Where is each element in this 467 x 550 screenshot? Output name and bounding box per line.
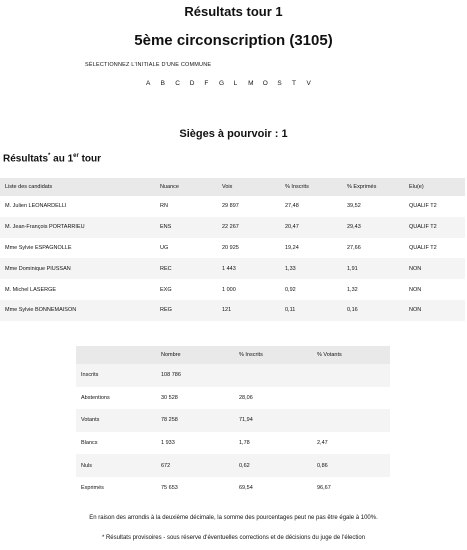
- provisional-footnote: * Résultats provisoires - sous réserve d'éventuelles corrections et de décisions du juge de l'élection: [101, 535, 366, 541]
- table-cell: 27,48: [285, 203, 299, 210]
- table-cell: M. Michel LASERGE: [5, 286, 57, 293]
- candidate-row: [0, 196, 465, 217]
- column-header: Nombre: [156, 346, 234, 364]
- letter-link-g[interactable]: G: [218, 80, 225, 87]
- table-cell: [312, 364, 390, 387]
- letter-link-b[interactable]: B: [160, 80, 165, 87]
- table-cell: 1 933: [161, 440, 175, 447]
- table-cell: 672: [156, 454, 234, 477]
- letter-link-d[interactable]: D: [189, 80, 195, 87]
- table-cell: NON: [409, 286, 422, 293]
- table-cell: NON: [404, 258, 465, 279]
- table-cell: 1,78: [239, 440, 250, 447]
- letter-link-v[interactable]: V: [306, 80, 311, 87]
- table-cell: 20 925: [222, 244, 239, 251]
- table-cell: 75 653: [161, 485, 178, 492]
- table-cell: 29,43: [342, 217, 404, 238]
- table-cell: ENS: [155, 217, 217, 238]
- table-cell: QUALIF T2: [409, 203, 437, 210]
- column-header: [76, 346, 156, 364]
- table-cell: Nuls: [76, 454, 156, 477]
- table-cell: 1,33: [280, 258, 342, 279]
- candidate-row: [0, 238, 465, 259]
- page-title: Résultats tour 1: [184, 4, 283, 19]
- table-cell: QUALIF T2: [404, 217, 465, 238]
- column-header: Voix: [217, 178, 280, 196]
- column-header: % Exprimés: [342, 178, 404, 196]
- participation-header-row: [76, 346, 390, 364]
- rounding-note: En raison des arrondis à la deuxième décimale, la somme des pourcentages peut ne pas être égale à 100%.: [89, 515, 378, 521]
- letter-link-l[interactable]: L: [233, 80, 238, 87]
- table-cell: UG: [160, 244, 169, 251]
- letter-link-c[interactable]: C: [175, 80, 180, 87]
- table-cell: 1 443: [217, 258, 280, 279]
- participation-row: [76, 387, 390, 410]
- table-cell: 39,52: [347, 203, 361, 210]
- table-cell: 30 528: [161, 394, 178, 401]
- seats-title: Sièges à pourvoir : 1: [179, 128, 288, 140]
- participation-row: [76, 454, 390, 477]
- table-cell: 27,66: [347, 244, 361, 251]
- table-cell: 19,24: [285, 244, 299, 251]
- candidate-row: [0, 217, 465, 238]
- table-cell: 22 267: [217, 217, 280, 238]
- table-cell: 1 000: [222, 286, 236, 293]
- table-cell: M. Jean-François PORTARRIEU: [0, 217, 155, 238]
- table-cell: 1,32: [347, 286, 358, 293]
- table-cell: 0,92: [285, 286, 296, 293]
- column-header: Nuance: [155, 178, 217, 196]
- letter-link-a[interactable]: A: [146, 80, 151, 87]
- table-cell: [234, 364, 312, 387]
- table-cell: 108 786: [156, 364, 234, 387]
- table-cell: 0,62: [234, 454, 312, 477]
- table-cell: 78 258: [156, 409, 234, 432]
- table-cell: Mme Dominique PIUSSAN: [0, 258, 155, 279]
- table-cell: RN: [160, 203, 168, 210]
- table-cell: Exprimés: [81, 485, 104, 492]
- table-cell: 28,06: [239, 394, 253, 401]
- column-header: % Inscrits: [280, 178, 342, 196]
- table-cell: 121: [217, 300, 280, 321]
- table-cell: 0,86: [312, 454, 390, 477]
- table-cell: Inscrits: [76, 364, 156, 387]
- column-header: % Inscrits: [234, 346, 312, 364]
- candidates-header-row: [0, 178, 465, 196]
- participation-row: [76, 477, 390, 500]
- table-cell: 71,94: [234, 409, 312, 432]
- circonscription-title: 5ème circonscription (3105): [134, 32, 333, 49]
- column-header: Liste des candidats: [0, 178, 155, 196]
- letter-link-f[interactable]: F: [204, 80, 209, 87]
- candidates-table: [0, 178, 465, 321]
- table-cell: 20,47: [280, 217, 342, 238]
- commune-select-label: SÉLECTIONNEZ L'INITIALE D'UNE COMMUNE: [85, 62, 212, 68]
- table-cell: Mme Sylvie BONNEMAISON: [0, 300, 155, 321]
- commune-letter-nav: [146, 80, 321, 87]
- table-cell: M. Julien LEONARDELLI: [5, 203, 67, 210]
- table-cell: [312, 387, 390, 410]
- table-cell: REG: [155, 300, 217, 321]
- table-cell: Blancs: [81, 440, 98, 447]
- participation-table: [76, 346, 390, 500]
- table-cell: 0,11: [280, 300, 342, 321]
- table-cell: REC: [155, 258, 217, 279]
- letter-link-s[interactable]: S: [277, 80, 282, 87]
- table-cell: Votants: [76, 409, 156, 432]
- candidate-row: [0, 258, 465, 279]
- table-cell: Mme Sylvie ESPAGNOLLE: [5, 244, 72, 251]
- participation-row: [76, 364, 390, 387]
- column-header: % Votants: [312, 346, 390, 364]
- table-cell: 69,54: [239, 485, 253, 492]
- table-cell: EXG: [160, 286, 172, 293]
- candidate-row: [0, 279, 465, 300]
- letter-link-o[interactable]: O: [262, 80, 268, 87]
- participation-row: [76, 432, 390, 455]
- letter-link-m[interactable]: M: [248, 80, 254, 87]
- column-header: Elu(e): [404, 178, 465, 196]
- participation-row: [76, 409, 390, 432]
- table-cell: 2,47: [317, 440, 328, 447]
- table-cell: [312, 409, 390, 432]
- table-cell: 96,67: [317, 485, 331, 492]
- table-cell: QUALIF T2: [409, 244, 437, 251]
- table-cell: 1,91: [342, 258, 404, 279]
- letter-link-t[interactable]: T: [291, 80, 296, 87]
- table-cell: 29 897: [222, 203, 239, 210]
- candidate-row: [0, 300, 465, 321]
- table-cell: NON: [404, 300, 465, 321]
- table-cell: Abstentions: [81, 394, 110, 401]
- table-cell: 0,16: [342, 300, 404, 321]
- results-heading: Résultats* au 1er tour: [3, 153, 102, 165]
